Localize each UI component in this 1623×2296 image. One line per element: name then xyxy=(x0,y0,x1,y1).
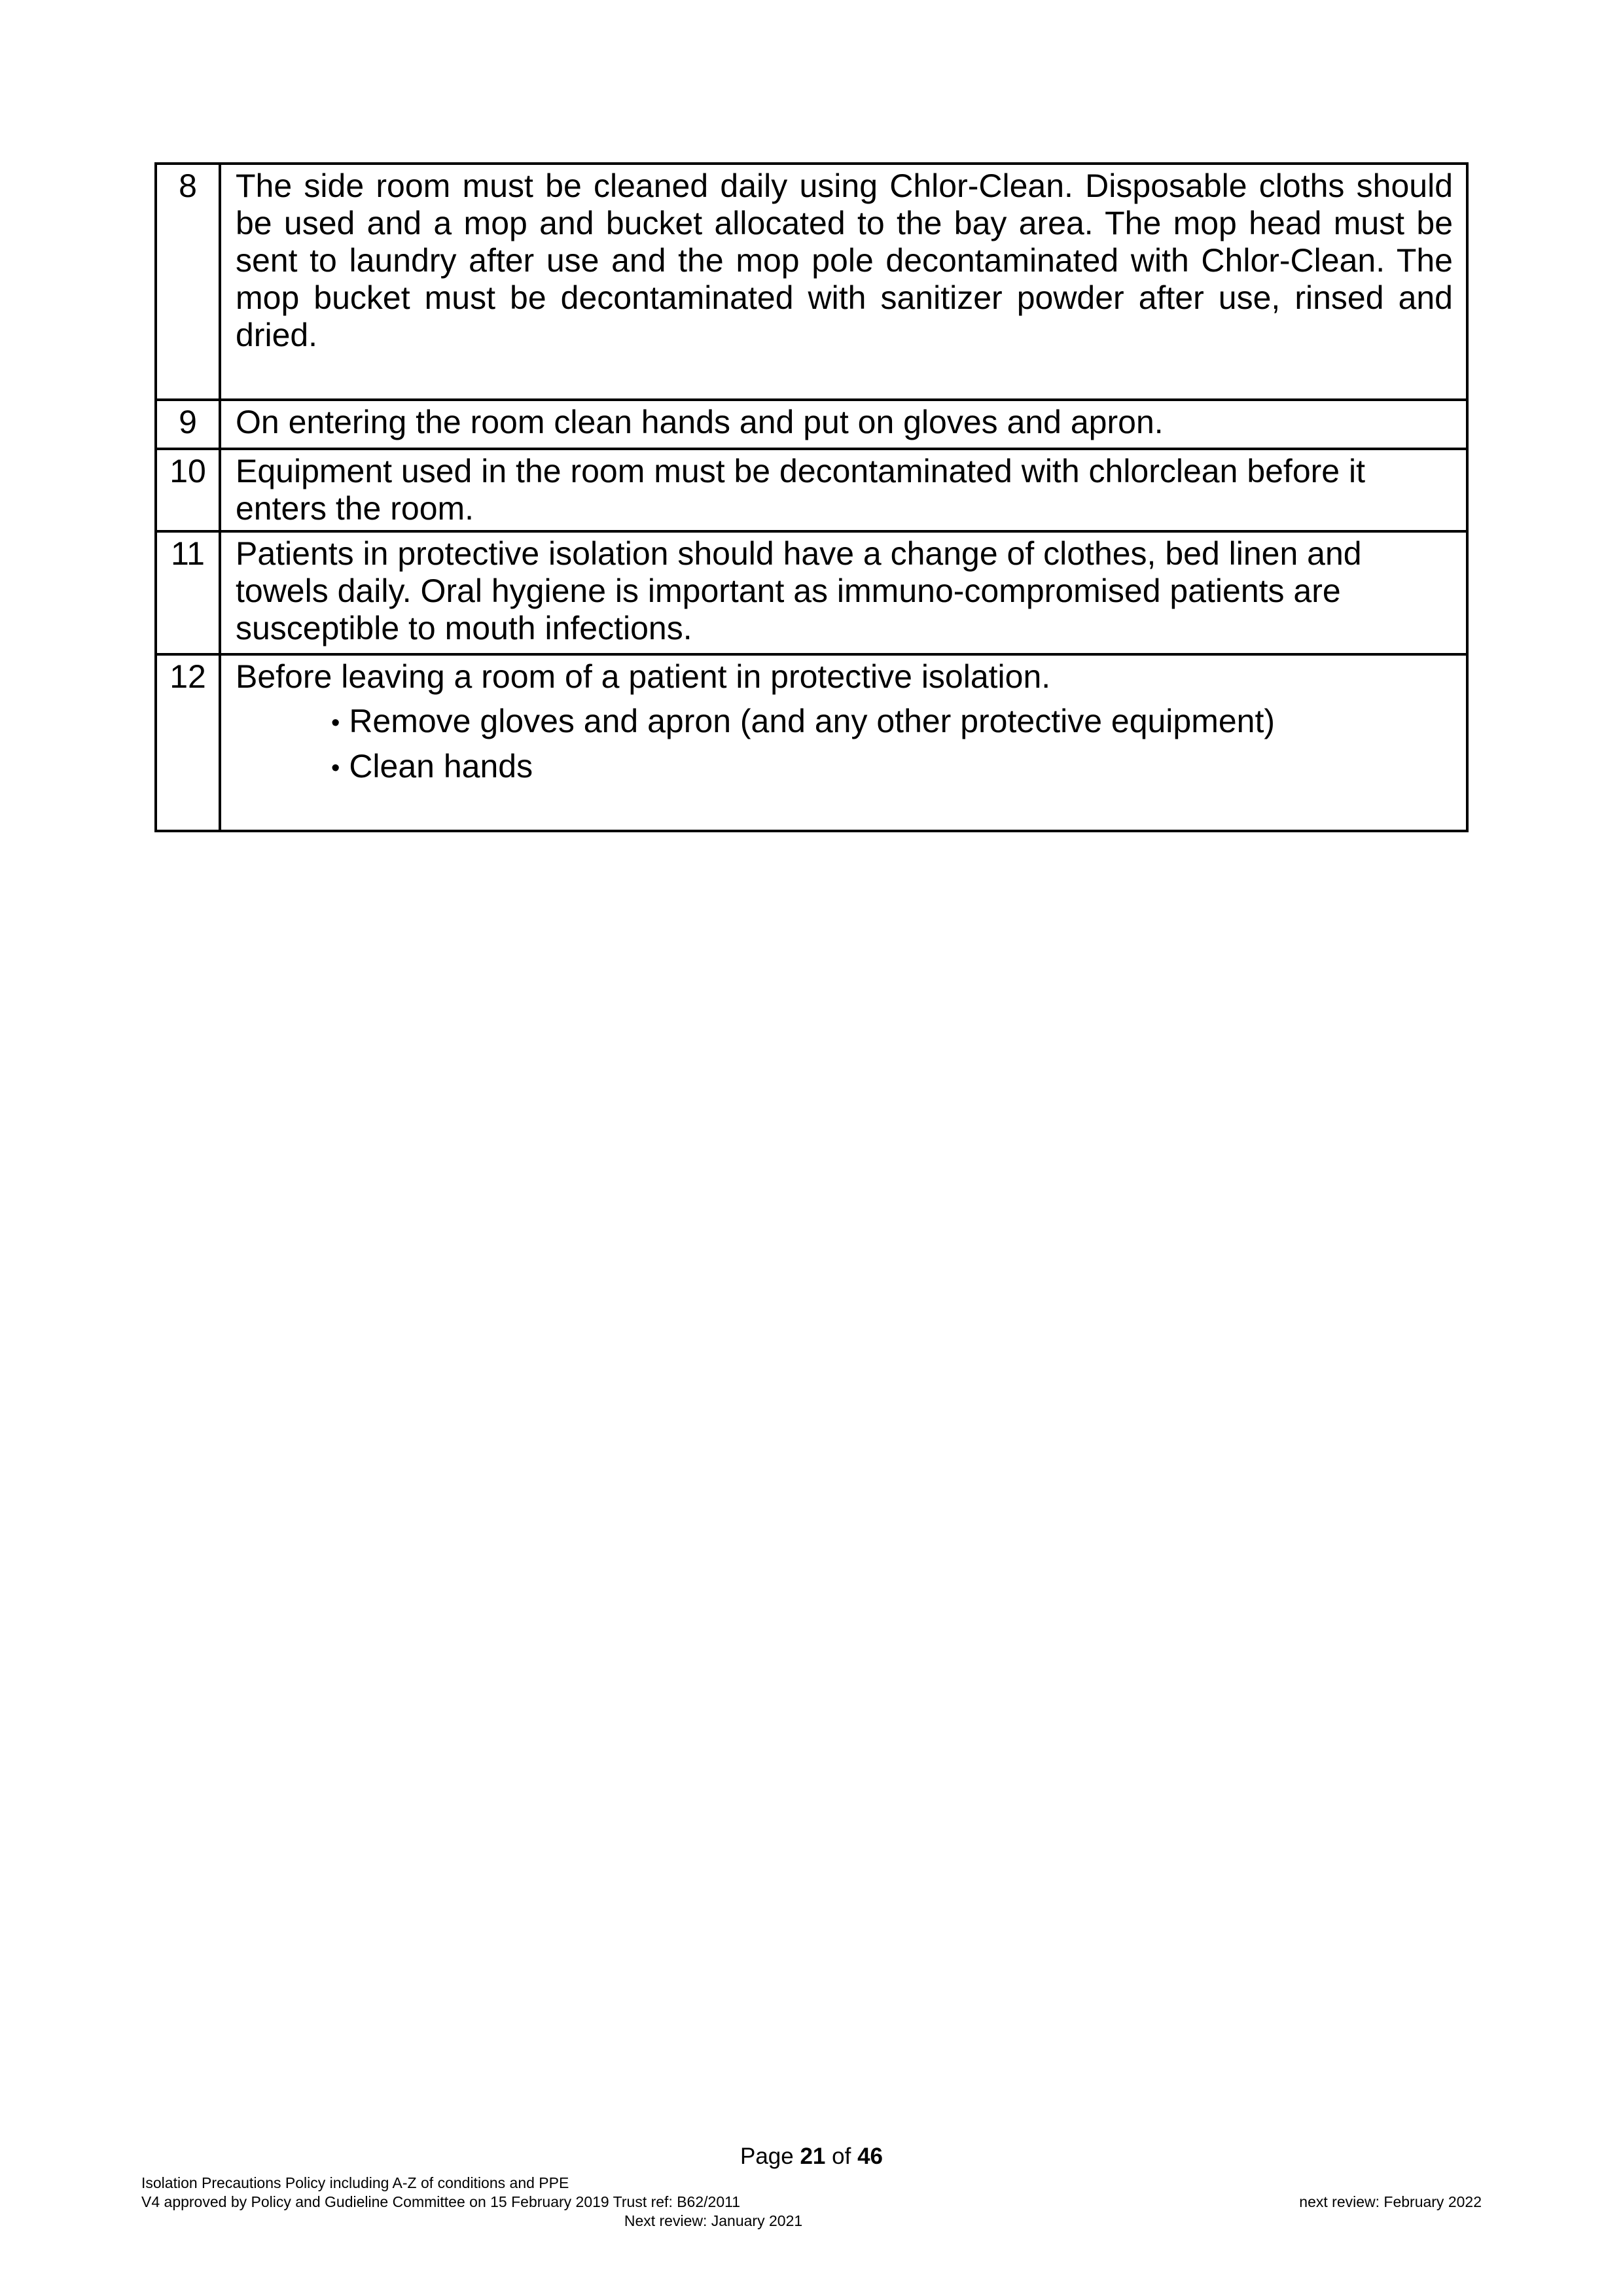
step-number: 11 xyxy=(156,531,220,654)
step-number: 10 xyxy=(156,449,220,531)
footer-review-date: next review: February 2022 xyxy=(1299,2193,1482,2210)
table-row xyxy=(156,654,1467,831)
step-text: Equipment used in the room must be decontaminated with chlorclean before it enters the room. xyxy=(220,449,1467,531)
bullet-icon: • xyxy=(331,709,340,737)
footer-next-review: Next review: January 2021 xyxy=(624,2212,803,2229)
page-total: 46 xyxy=(857,2144,883,2169)
footer-policy-title: Isolation Precautions Policy including A-Z of conditions and PPE xyxy=(141,2174,569,2191)
step-text: Before leaving a room of a patient in protective isolation. xyxy=(236,658,1051,695)
table-row xyxy=(156,449,1467,531)
list-item xyxy=(331,699,1453,745)
step-number: 9 xyxy=(156,400,220,449)
list-item-text: Clean hands xyxy=(349,748,533,785)
step-text: On entering the room clean hands and put on gloves and apron. xyxy=(220,400,1467,449)
list-item xyxy=(331,745,1453,790)
table-row xyxy=(156,400,1467,449)
page-of: of xyxy=(832,2144,851,2169)
step-number: 12 xyxy=(156,654,220,831)
policy-steps-table xyxy=(154,162,1469,832)
page-label: Page xyxy=(740,2144,794,2169)
page-number xyxy=(0,2144,1623,2170)
step-text: The side room must be cleaned daily using Chlor-Clean. Disposable cloths should be used and a mop and bucket allocated to the bay area. The mop head must be sent to laundry after use and the mop pole decontaminated with Chlor-Clean. The mop bucket must be decontaminated with sanitizer powder after use, rinsed and dried. xyxy=(220,164,1467,400)
step-cell xyxy=(220,654,1467,831)
footer-approval: V4 approved by Policy and Gudieline Committee on 15 February 2019 Trust ref: B62/2011 xyxy=(141,2193,740,2210)
bullet-list xyxy=(236,699,1453,790)
table-row xyxy=(156,531,1467,654)
table-row xyxy=(156,164,1467,400)
footer-left-block xyxy=(141,2174,740,2212)
step-number: 8 xyxy=(156,164,220,400)
bullet-icon: • xyxy=(331,754,340,782)
step-text: Patients in protective isolation should have a change of clothes, bed linen and towels daily. Oral hygiene is important as immuno-compromised patients are susceptible to mouth infections. xyxy=(220,531,1467,654)
page-current: 21 xyxy=(800,2144,826,2169)
list-item-text: Remove gloves and apron (and any other protective equipment) xyxy=(349,703,1275,739)
